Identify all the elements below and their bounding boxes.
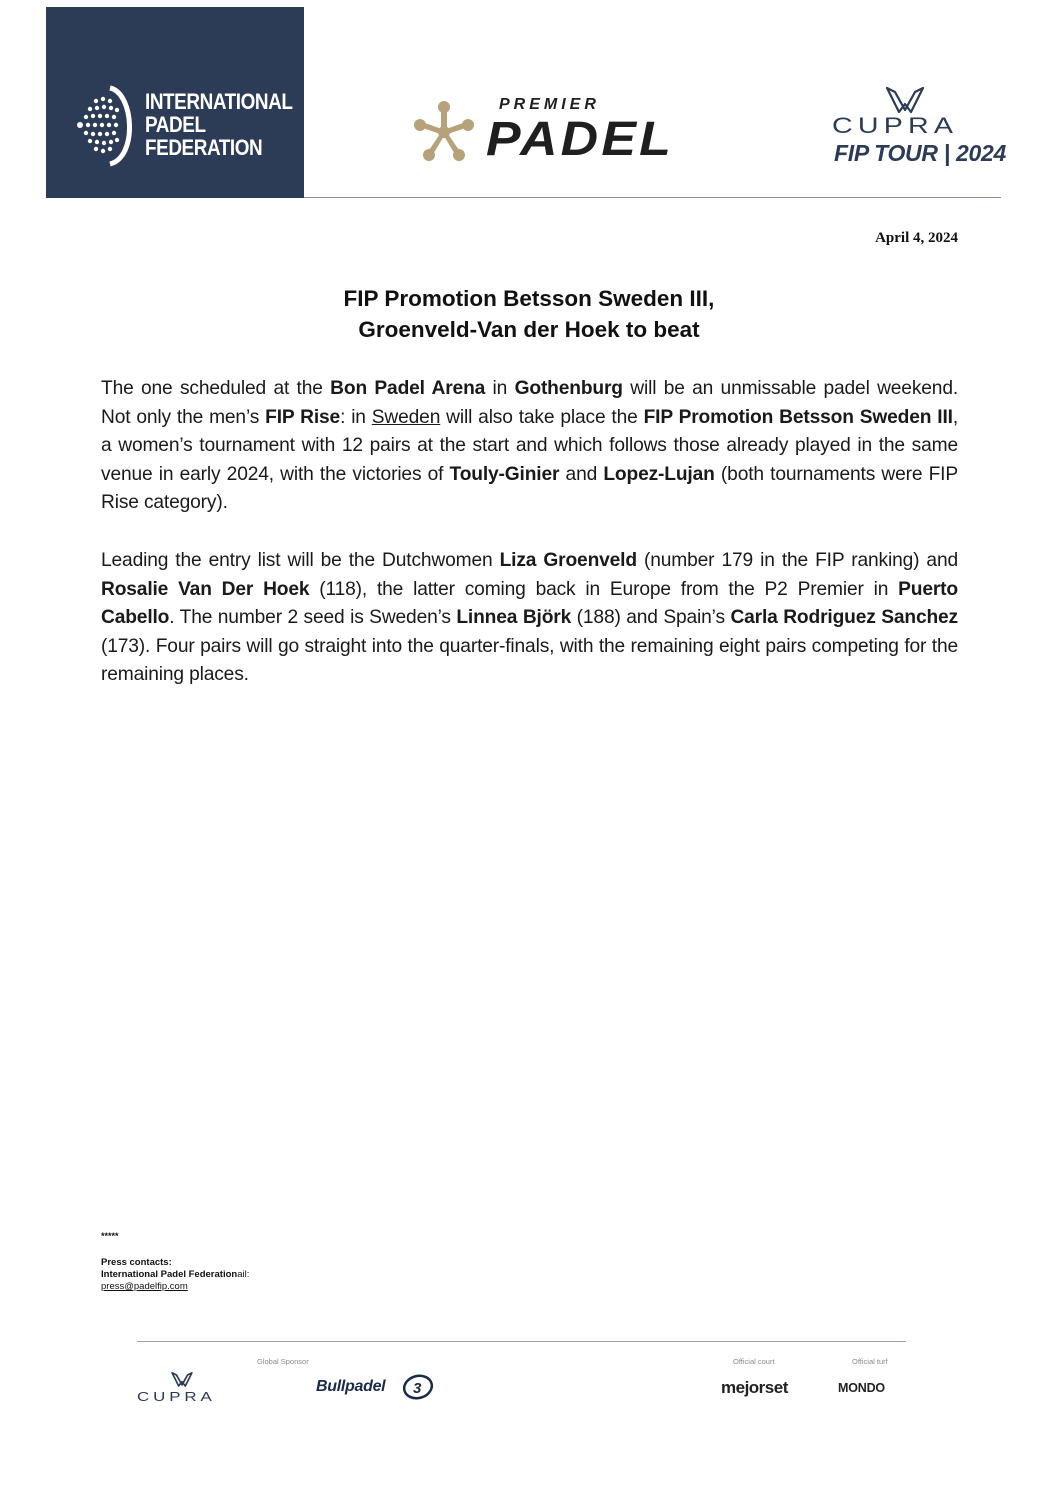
text-run: will be an unmissable padel weekend. Not only the men’s xyxy=(101,378,959,428)
fip-logo-text xyxy=(145,90,293,159)
press-contacts-heading: Press contacts: xyxy=(101,1257,172,1268)
premier-padel-big-word: PADEL xyxy=(486,113,675,166)
bold-term: Gothenburg xyxy=(514,378,623,399)
press-release-date: April 4, 2024 xyxy=(875,230,958,246)
sponsor-divider xyxy=(137,1341,906,1342)
global-sponsor-label: Global Sponsor xyxy=(257,1357,309,1366)
paragraph-1 xyxy=(101,375,958,518)
cupra-wordmark: CUPRA xyxy=(832,113,959,138)
text-run: (173). Four pairs will go straight into the quarter-finals, with the remaining eight pairs competing for the remaining places. xyxy=(101,635,958,686)
official-turf-label: Official turf xyxy=(852,1357,888,1366)
text-run: , a women’s tournament with 12 pairs at the start and which follows those already played in the same venue in early 2024, with the victories of xyxy=(101,406,959,485)
premier-padel-small-word: PREMIER xyxy=(499,96,600,113)
fip-logo-line: PADEL xyxy=(145,112,206,137)
text-run: (both tournaments were FIP Rise category). xyxy=(101,463,958,514)
press-release-title xyxy=(230,283,828,345)
bold-term: Carla Rodriguez Sanchez xyxy=(730,607,959,629)
bullpadel-logo-text: Bullpadel xyxy=(316,1378,386,1395)
text-run: will also take place the xyxy=(440,406,644,428)
bullpadel-badge-icon xyxy=(402,1374,434,1400)
premier-padel-flower-icon xyxy=(412,99,476,165)
bold-term: FIP Rise xyxy=(265,406,341,428)
title-line: FIP Promotion Betsson Sweden III, xyxy=(343,286,715,311)
cupra-logo-icon xyxy=(885,86,925,116)
bold-term: FIP Promotion Betsson Sweden III xyxy=(643,406,953,428)
separator-stars: ***** xyxy=(101,1231,119,1241)
bold-term: Touly-Ginier xyxy=(449,463,560,485)
bold-term: Linnea Björk xyxy=(456,607,572,629)
bold-term: Bon Padel Arena xyxy=(330,378,486,399)
text-run: The one scheduled at the xyxy=(101,378,331,399)
text-run: and xyxy=(559,463,604,485)
press-contacts xyxy=(101,1257,249,1293)
title-line: Groenveld-Van der Hoek to beat xyxy=(358,317,700,342)
paragraph-2 xyxy=(101,547,958,690)
text-run: : in xyxy=(340,406,372,428)
header-divider xyxy=(304,197,1001,198)
cupra-sponsor-logo-icon xyxy=(171,1371,193,1389)
cupra-sponsor-wordmark: CUPRA xyxy=(137,1389,216,1404)
text-run: (188) and Spain’s xyxy=(571,607,731,629)
mondo-logo-text: MONDO xyxy=(838,1381,885,1395)
text-run: (number 179 in the FIP ranking) and xyxy=(636,550,958,571)
fip-ball-icon xyxy=(76,85,132,167)
bold-term: Puerto Cabello xyxy=(101,578,958,629)
svg-text:3: 3 xyxy=(413,1380,422,1397)
bold-term: Liza Groenveld xyxy=(499,550,637,571)
underlined-term: Sweden xyxy=(371,406,441,428)
official-court-label: Official court xyxy=(733,1357,775,1366)
mejorset-logo-text: mejorset xyxy=(721,1378,788,1397)
bold-term: Rosalie Van Der Hoek xyxy=(101,578,310,600)
text-run: Leading the entry list will be the Dutchwomen xyxy=(101,550,500,571)
press-email-link[interactable]: press@padelfip.com xyxy=(101,1281,188,1292)
text-run: . The number 2 seed is Sweden’s xyxy=(169,607,457,629)
fip-tour-label: FIP TOUR | 2024 xyxy=(834,140,1006,166)
bold-term: Lopez-Lujan xyxy=(603,463,715,485)
text-run: (118), the latter coming back in Europe from the P2 Premier in xyxy=(309,578,899,600)
fip-logo-line: FEDERATION xyxy=(145,135,263,160)
press-contacts-org: International Padel Federation xyxy=(101,1269,238,1280)
fip-logo-line: INTERNATIONAL xyxy=(145,89,293,114)
press-contacts-org-suffix: ail: xyxy=(237,1269,250,1280)
text-run: in xyxy=(485,378,515,399)
